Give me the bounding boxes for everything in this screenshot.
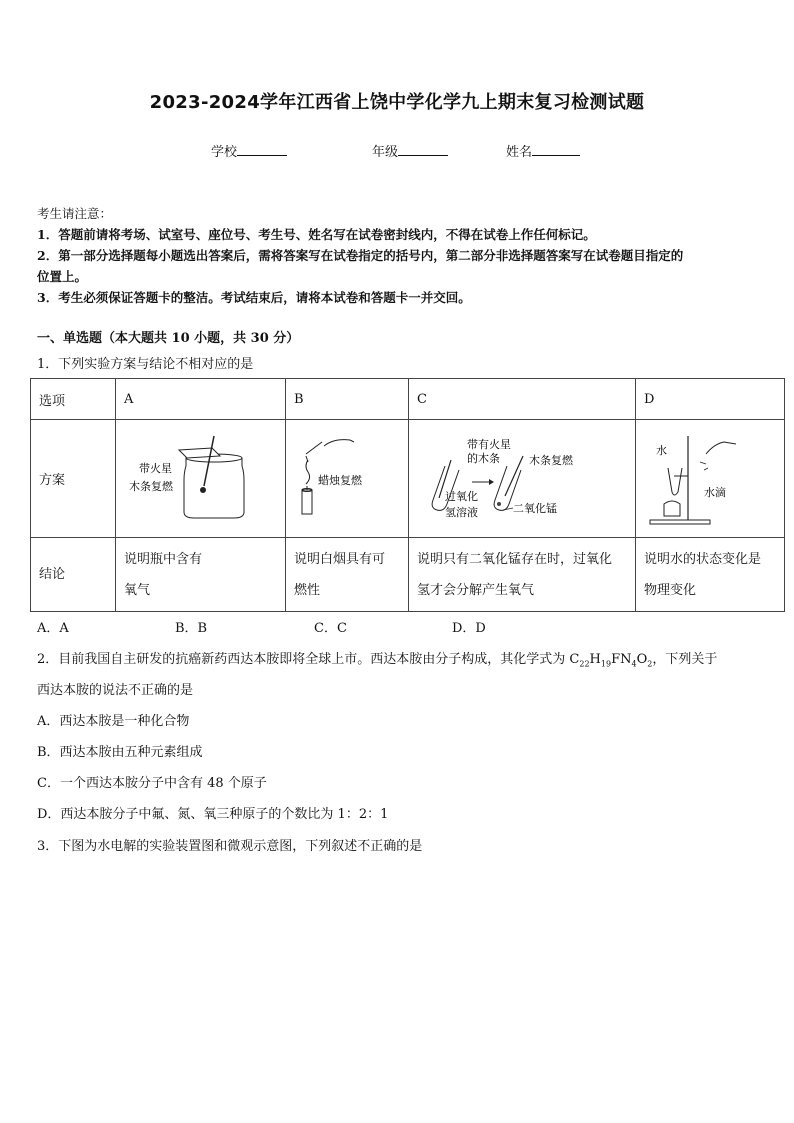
conclusion-text: 说明白烟具有可 [294,551,386,567]
plan-d-cell [636,420,785,538]
conclusion-text: 物理变化 [644,582,697,598]
q2-stem-line2: 西达本胺的说法不正确的是 [37,683,194,698]
conclusion-b-cell [286,538,409,612]
d-water-label: 水 [656,444,667,457]
q1-option: B．B [175,621,208,636]
formula-symbol: O [636,652,648,667]
plan-label-cell: 方案 [31,420,116,538]
conclusion-d-cell [636,538,785,612]
q1-option: D．D [452,621,486,636]
section-heading: 一、单选题（本大题共 10 小题，共 30 分） [37,331,300,346]
table-header-row [31,379,785,420]
note-item: 位置上。 [37,269,88,284]
plan-a-cell [116,420,286,538]
header-cell: C [409,379,636,420]
page-title: 2023-2024学年江西省上饶中学化学九上期末复习检测试题 [149,92,645,113]
candle-illustration [294,420,417,533]
q2-stem-text: ，下列关于 [652,652,718,667]
formula-symbol: H [589,652,601,667]
c-right-label: 木条复燃 [529,454,573,467]
school-blank [237,142,287,156]
q3-stem: 3．下图为水电解的实验装置图和微观示意图，下列叙述不正确的是 [37,839,423,854]
name-label: 姓名 [506,145,533,160]
candidate-notes [37,203,762,308]
table-conclusion-row [31,538,785,612]
plan-b-cell [286,420,409,538]
splint-label-1: 带火星 [139,462,172,475]
q2-stem-text: 2．目前我国自主研发的抗癌新药西达本胺即将全球上市。西达本胺由分子构成，其化学式为 C [37,652,580,667]
bottle-splint-illustration [124,420,294,533]
formula-subscript: 22 [579,659,590,669]
note-item: 2．第一部分选择题每小题选出答案后，需将答案写在试卷指定的括号内，第二部分非选择题答案写在试卷题目指定的 [37,248,684,263]
q2-option: A．西达本胺是一种化合物 [37,714,190,729]
table-plan-row [31,420,785,538]
conclusion-c-cell [409,538,636,612]
grade-label: 年级 [372,145,399,160]
formula-symbol: FN [611,652,632,667]
q2-stem [37,648,717,669]
conclusion-a-cell [116,538,286,612]
c-top-label-2: 的木条 [467,452,500,465]
note-item: 3．考生必须保证答题卡的整洁。考试结束后，请将本试卷和答题卡一并交回。 [37,290,471,305]
header-cell: 选项 [31,379,116,420]
d-drop-label: 水滴 [704,486,726,499]
q1-stem: 1．下列实验方案与结论不相对应的是 [37,357,254,372]
conclusion-text: 说明瓶中含有 [124,551,203,567]
conclusion-text: 氢才会分解产生氧气 [417,582,535,598]
grade-field [372,141,448,160]
q1-option: A．A [37,621,69,636]
header-cell: A [116,379,286,420]
test-tube-illustration [417,420,644,533]
note-item: 1．答题前请将考场、试室号、座位号、考生号、姓名写在试卷密封线内，不得在试卷上作任何标记。 [37,227,596,242]
c-left-label-1: 过氧化 [445,490,478,503]
q1-experiment-table [30,378,785,612]
conclusion-text: 氧气 [124,582,151,598]
grade-blank [398,142,448,156]
school-label: 学校 [211,145,238,160]
c-top-label-1: 带有火星 [467,438,511,451]
conclusion-text: 说明只有二氧化锰存在时，过氧化 [417,551,613,567]
header-cell: B [286,379,409,420]
school-field [211,141,287,160]
q2-option: B．西达本胺由五种元素组成 [37,745,203,760]
candle-label: 蜡烛复燃 [318,474,362,487]
splint-label-2: 木条复燃 [129,480,173,493]
q1-option: C．C [314,621,347,636]
conclusion-text: 说明水的状态变化是 [644,551,762,567]
name-blank [532,142,580,156]
conclusion-text: 燃性 [294,582,321,598]
name-field [506,141,580,160]
conclusion-label-cell: 结论 [31,538,116,612]
plan-c-cell [409,420,636,538]
formula-subscript: 4 [631,659,637,669]
formula-subscript: 2 [647,659,653,669]
header-cell: D [636,379,785,420]
notes-heading: 考生请注意： [37,206,113,221]
q2-option: D．西达本胺分子中氟、氮、氧三种原子的个数比为 1：2：1 [37,807,389,822]
c-bottom-label: 二氧化锰 [513,502,557,515]
formula-subscript: 19 [600,659,612,669]
c-left-label-2: 氢溶液 [445,506,478,519]
heating-illustration [644,420,793,533]
q2-option: C．一个西达本胺分子中含有 48 个原子 [37,776,267,791]
